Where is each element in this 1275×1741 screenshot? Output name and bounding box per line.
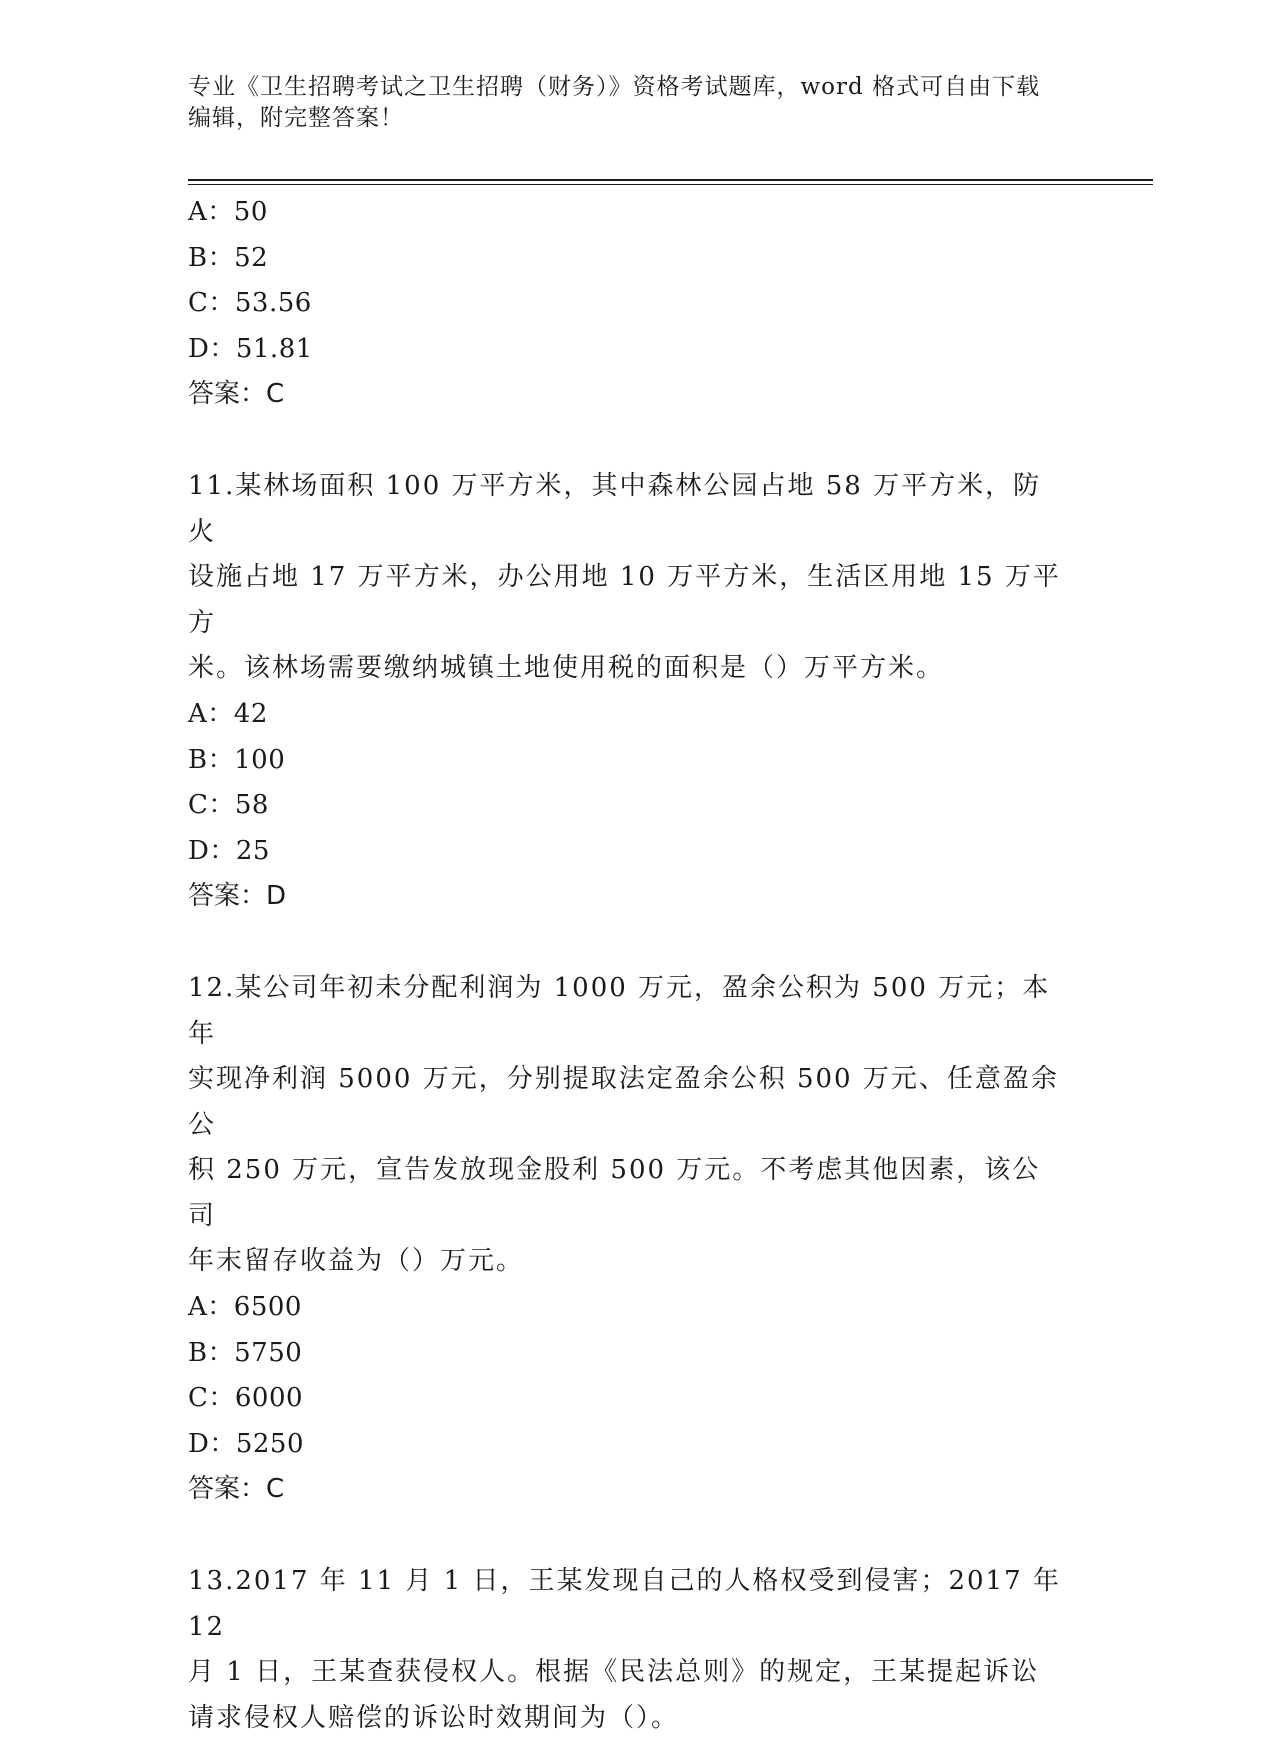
question-text-line: 11.某林场面积 100 万平方米，其中森林公园占地 58 万平方米，防火	[188, 470, 1042, 547]
header-divider-thick	[188, 179, 1153, 181]
option-a: A：42	[188, 698, 268, 729]
option-b: B：5750	[188, 1337, 303, 1368]
question-text-line: 米。该林场需要缴纳城镇土地使用税的面积是（）万平方米。	[188, 653, 945, 684]
question-13-stem	[188, 1559, 1068, 1741]
option-b: B：52	[188, 242, 269, 273]
option-d: D：51.81	[188, 333, 313, 364]
question-text-line: 12.某公司年初未分配利润为 1000 万元，盈余公积为 500 万元；本年	[188, 972, 1051, 1049]
header-line-2: 编辑，附完整答案！	[188, 105, 404, 131]
question-text-line: 年末留存收益为（）万元。	[188, 1246, 525, 1277]
answer: 答案：C	[188, 1474, 285, 1505]
option-b: B：100	[188, 744, 286, 775]
option-a: A：6500	[188, 1292, 302, 1323]
question-text-line: 实现净利润 5000 万元，分别提取法定盈余公积 500 万元、任意盈余公	[188, 1064, 1059, 1140]
question-10-options	[188, 190, 1088, 418]
question-text-line: 13.2017 年 11 月 1 日，王某发现自己的人格权受到侵害；2017 年 12	[188, 1566, 1061, 1642]
option-d: D：5250	[188, 1428, 305, 1459]
question-11	[188, 464, 1088, 920]
question-12	[188, 966, 1088, 1513]
document-header	[188, 72, 1088, 134]
question-11-stem	[188, 464, 1068, 692]
question-13	[188, 1559, 1088, 1741]
question-text-line: 设施占地 17 万平方米，办公用地 10 万平方米，生活区用地 15 万平方	[188, 562, 1061, 638]
option-d: D：25	[188, 835, 270, 866]
question-text-line: 月 1 日，王某查获侵权人。根据《民法总则》的规定，王某提起诉讼	[188, 1657, 1040, 1688]
question-12-stem	[188, 966, 1068, 1285]
option-c: C：53.56	[188, 288, 312, 319]
question-list	[188, 190, 1088, 1741]
answer: 答案：C	[188, 379, 285, 410]
question-text-line: 请求侵权人赔偿的诉讼时效期间为（）。	[188, 1702, 680, 1733]
option-c: C：58	[188, 790, 269, 821]
answer: 答案：D	[188, 881, 287, 912]
header-divider-thin	[188, 184, 1153, 185]
option-a: A：50	[188, 197, 268, 227]
question-text-line: 积 250 万元，宣告发放现金股利 500 万元。不考虑其他因素，该公司	[188, 1155, 1041, 1231]
header-line-1: 专业《卫生招聘考试之卫生招聘（财务）》资格考试题库，word 格式可自由下载	[188, 74, 1041, 100]
option-c: C：6000	[188, 1383, 304, 1414]
